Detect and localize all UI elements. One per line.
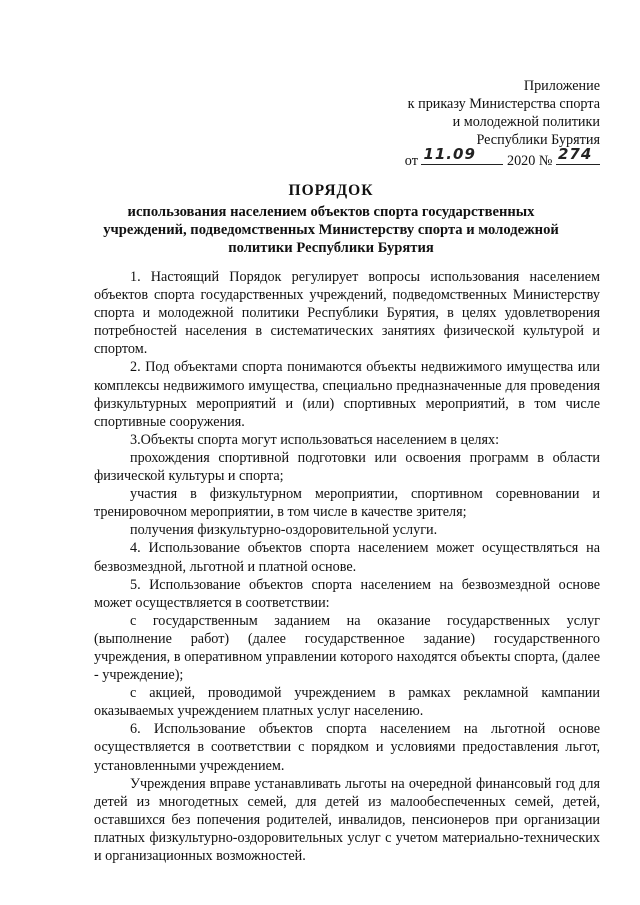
paragraph-5-item-2: с акцией, проводимой учреждением в рамках рекламной кампании оказываемых учреждением платных услуг населению. <box>94 685 600 720</box>
date-prefix: от <box>404 153 418 169</box>
number-underline <box>556 145 600 165</box>
paragraph-3-item-2: участия в физкультурном мероприятии, спортивном соревновании и тренировочном мероприятии, в том числе в качестве зрителя; <box>94 486 600 521</box>
document-title-block <box>96 182 566 257</box>
document-title: ПОРЯДОК <box>288 182 374 199</box>
paragraph-3-item-1: прохождения спортивной подготовки или освоения программ в области физической культуры и спорта; <box>94 449 600 485</box>
paragraph-6: 6. Использование объектов спорта населением на льготной основе осуществляется в соответствии с порядком и условиями предоставления льгот, установленными учреждением. <box>94 721 600 774</box>
order-reference-line-1: к приказу Министерства спорта <box>407 96 600 112</box>
document-body <box>94 268 600 865</box>
order-reference-line-3: Республики Бурятия <box>476 132 600 148</box>
paragraph-2: 2. Под объектами спорта понимаются объекты недвижимого имущества или комплексы недвижимого имущества, специально предназначенные для проведения физкультурных мероприятий и (или) спортивных мероприятий, в том числе спортивные сооружения. <box>94 359 600 430</box>
paragraph-3: 3.Объекты спорта могут использоваться населением в целях: <box>130 431 500 448</box>
appendix-label: Приложение <box>523 78 600 94</box>
document-subtitle: использования населением объектов спорта государственных учреждений, подведомственных Министерству спорта и молодежной политики Республики Бурятия <box>103 204 559 256</box>
appendix-header <box>405 77 600 170</box>
order-reference-line-2: и молодежной политики <box>452 114 600 130</box>
handwritten-date: 11.09 <box>423 145 476 163</box>
paragraph-6-note: Учреждения вправе устанавливать льготы на очередной финансовый год для детей из многодетных семей, для детей из малообеспеченных семей, детей, оставшихся без попечения родителей, инвалидов, пенсионеров при организации платных физкультурно-оздоровительных услуг с учетом материально-технических и организационных возможностей. <box>94 775 600 864</box>
paragraph-5: 5. Использование объектов спорта населением на безвозмездной основе может осуществляется в соответствии: <box>94 576 600 611</box>
paragraph-4: 4. Использование объектов спорта населением может осуществляться на безвозмездной, льготной и платной основе. <box>94 540 600 575</box>
date-underline <box>421 145 503 165</box>
order-date-line <box>404 145 600 170</box>
handwritten-order-number: 274 <box>558 145 593 163</box>
paragraph-3-item-3: получения физкультурно-оздоровительной услуги. <box>130 522 438 539</box>
order-year-number-label: 2020 № <box>506 153 553 169</box>
paragraph-1: 1. Настоящий Порядок регулирует вопросы использования населением объектов спорта государственных учреждений, подведомственных Министерству спорта и молодежной политики Республики Бурятия, в целях удовлетворения потребностей населения в систематических занятиях физической культурой и спортом. <box>94 269 600 358</box>
paragraph-5-item-1: с государственным заданием на оказание государственных услуг (выполнение работ) (далее государственное задание) государственного учреждения, в оперативном управлении которого находятся объекты спорта, (далее - учреждение); <box>94 612 600 684</box>
